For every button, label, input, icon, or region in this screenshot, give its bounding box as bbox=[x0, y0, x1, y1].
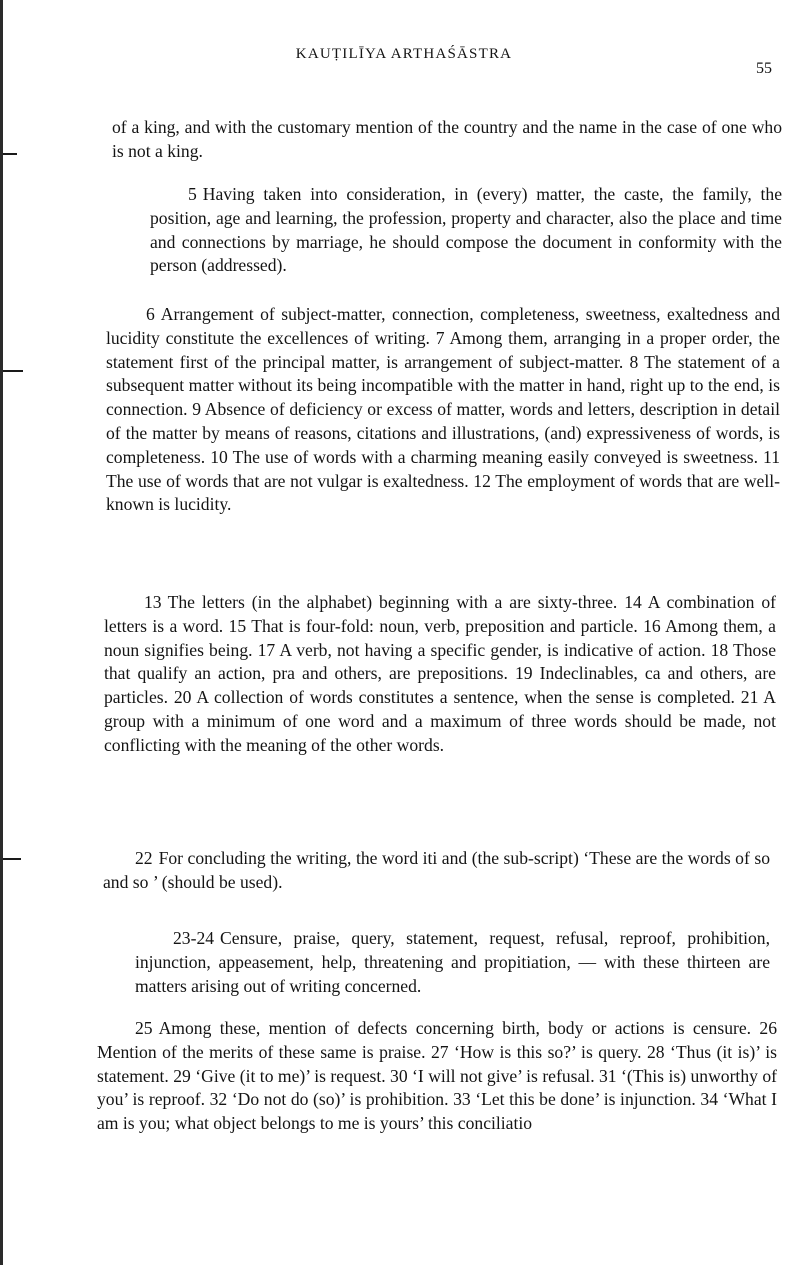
margin-mark bbox=[3, 858, 21, 860]
paragraph bbox=[112, 116, 782, 164]
paragraph-text: For concluding the writing, the word iti and (the sub-script) ‘These are the words of so and so ’ (should be used). bbox=[103, 848, 770, 892]
paragraph-text: Censure, praise, query, statement, request, refusal, reproof, prohibition, injunction, appeasement, help, threatening and propitiation, — with these thirteen are matters arising out of writing concerned. bbox=[135, 928, 770, 996]
paragraph-text: Among these, mention of defects concerning birth, body or actions is censure. 26 Mention of the merits of these same is praise. 27 ‘How is this so?’ is query. 28 ‘Thus (it is)’ is statement. 29 ‘Give (it to me)’ is request. 30 ‘I will not give’ is refusal. 31 ‘(This is) unworthy of you’ is reproof. 32 ‘Do not do (so)’ is prohibition. 33 ‘Let this be done’ is injunction. 34 ‘What I am is you; what object belongs to me is yours’ this conciliatio bbox=[97, 1018, 777, 1134]
sentence-number: 22 bbox=[135, 848, 153, 868]
sentence-number: 23-24 bbox=[173, 928, 215, 948]
paragraph-text: Having taken into consideration, in (every) matter, the caste, the family, the position, age and learning, the profession, property and character, also the place and time and connections by marriage, he should compose the document in conformity with the person (addressed). bbox=[150, 184, 782, 276]
paragraph-text: Arrangement of subject-matter, connection, completeness, sweetness, exaltedness and lucidity constitute the excellences of writing. 7 Among them, arranging in a proper order, the statement first of the principal matter, is arrangement of subject-matter. 8 The statement of a subsequent matter without its being incompatible with the matter in hand, right up to the end, is connection. 9 Absence of deficiency or excess of matter, words and letters, description in detail of the matter by means of reasons, citations and illustrations, (and) expressiveness of words, is completeness. 10 The use of words with a charming meaning easily conveyed is sweetness. 11 The use of words that are not vulgar is exaltedness. 12 The employment of words that are well-known is lucidity. bbox=[106, 304, 780, 515]
margin-mark bbox=[3, 370, 23, 372]
paragraph bbox=[103, 847, 770, 895]
margin-mark bbox=[3, 153, 17, 155]
paragraph bbox=[150, 183, 782, 278]
paragraph bbox=[97, 1017, 777, 1136]
paragraph bbox=[104, 591, 776, 758]
sentence-number: 25 bbox=[135, 1018, 153, 1038]
sentence-number: 5 bbox=[188, 184, 197, 204]
page-number: 55 bbox=[756, 60, 772, 77]
paragraph bbox=[135, 927, 770, 998]
paragraph-text: The letters (in the alphabet) beginning with a are sixty-three. 14 A combination of letters is a word. 15 That is four-fold: noun, verb, preposition and particle. 16 Among them, a noun signifies being. 17 A verb, not having a specific gender, is indicative of action. 18 Those that qualify an action, pra and others, are prepositions. 19 Indeclinables, ca and others, are particles. 20 A collection of words constitutes a sentence, when the sense is completed. 21 A group with a minimum of one word and a maximum of three words should be made, not conflicting with the meaning of the other words. bbox=[104, 592, 776, 755]
sentence-number: 13 bbox=[144, 592, 162, 612]
paragraph-text: of a king, and with the customary mention of the country and the name in the case of one who is not a king. bbox=[112, 117, 782, 161]
sentence-number: 6 bbox=[146, 304, 155, 324]
paragraph bbox=[106, 303, 780, 517]
running-title: KAUṬILĪYA ARTHAŚĀSTRA bbox=[295, 46, 513, 62]
margin-mark bbox=[0, 0, 3, 1265]
